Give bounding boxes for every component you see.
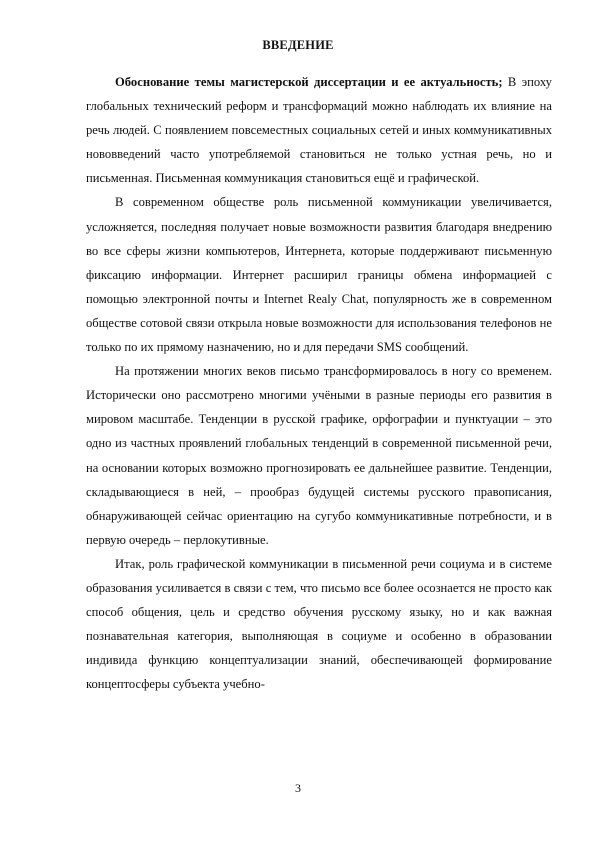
- page-number: 3: [295, 781, 301, 795]
- section-heading: ВВЕДЕНИЕ: [262, 38, 334, 52]
- body-text: [86, 70, 552, 696]
- paragraph-lead-bold: Обоснование темы магистерской диссертации и ее актуальность;: [115, 75, 503, 89]
- paragraph-2: [86, 190, 552, 359]
- paragraph-1: [86, 70, 552, 190]
- paragraph-text: В эпоху глобальных технический реформ и трансформаций можно наблюдать их влияние на речь людей. С появлением повсеместных социальных сетей и иных коммуникативных нововведений часто употребляемой становиться не только устная речь, но и письменная. Письменная коммуникация становиться ещё и графической.: [86, 75, 552, 186]
- paragraph-text: Итак, роль графической коммуникации в письменной речи социума и в системе образования усиливается в связи с тем, что письмо все более осознается не просто как способ общения, цель и средство обучения русскому языку, но и как важная познавательная категория, выполняющая в социуме и особенно в образовании индивида функцию концептуализации знаний, обеспечивающей формирование концептосферы субъекта учебно-: [86, 556, 552, 692]
- paragraph-4: [86, 552, 552, 697]
- paragraph-text: В современном обществе роль письменной коммуникации увеличивается, усложняется, последняя получает новые возможности развития благодаря внедрению во все сферы жизни компьютеров, Интернета, которые поддерживают письменную фиксацию информации. Интернет расширил границы обмена информацией с помощью электронной почты и Internet Realy Chat, популярность же в современном обществе сотовой связи открыла новые возможности для использования телефонов не только по их прямому назначению, но и для передачи SMS сообщений.: [86, 195, 552, 355]
- paragraph-text: На протяжении многих веков письмо трансформировалось в ногу со временем. Исторически оно рассмотрено многими учёными в разные периоды его развития в мировом масштабе. Тенденции в русской графике, орфографии и пунктуации – это одно из частных проявлений глобальных тенденций в современной письменной речи, на основании которых возможно прогнозировать ее дальнейшее развитие. Тенденции, складывающиеся в ней, – прообраз будущей системы русского правописания, обнаруживающей сейчас ориентацию на сугубо коммуникативные потребности, и в первую очередь – перлокутивные.: [86, 364, 552, 547]
- paragraph-3: [86, 359, 552, 552]
